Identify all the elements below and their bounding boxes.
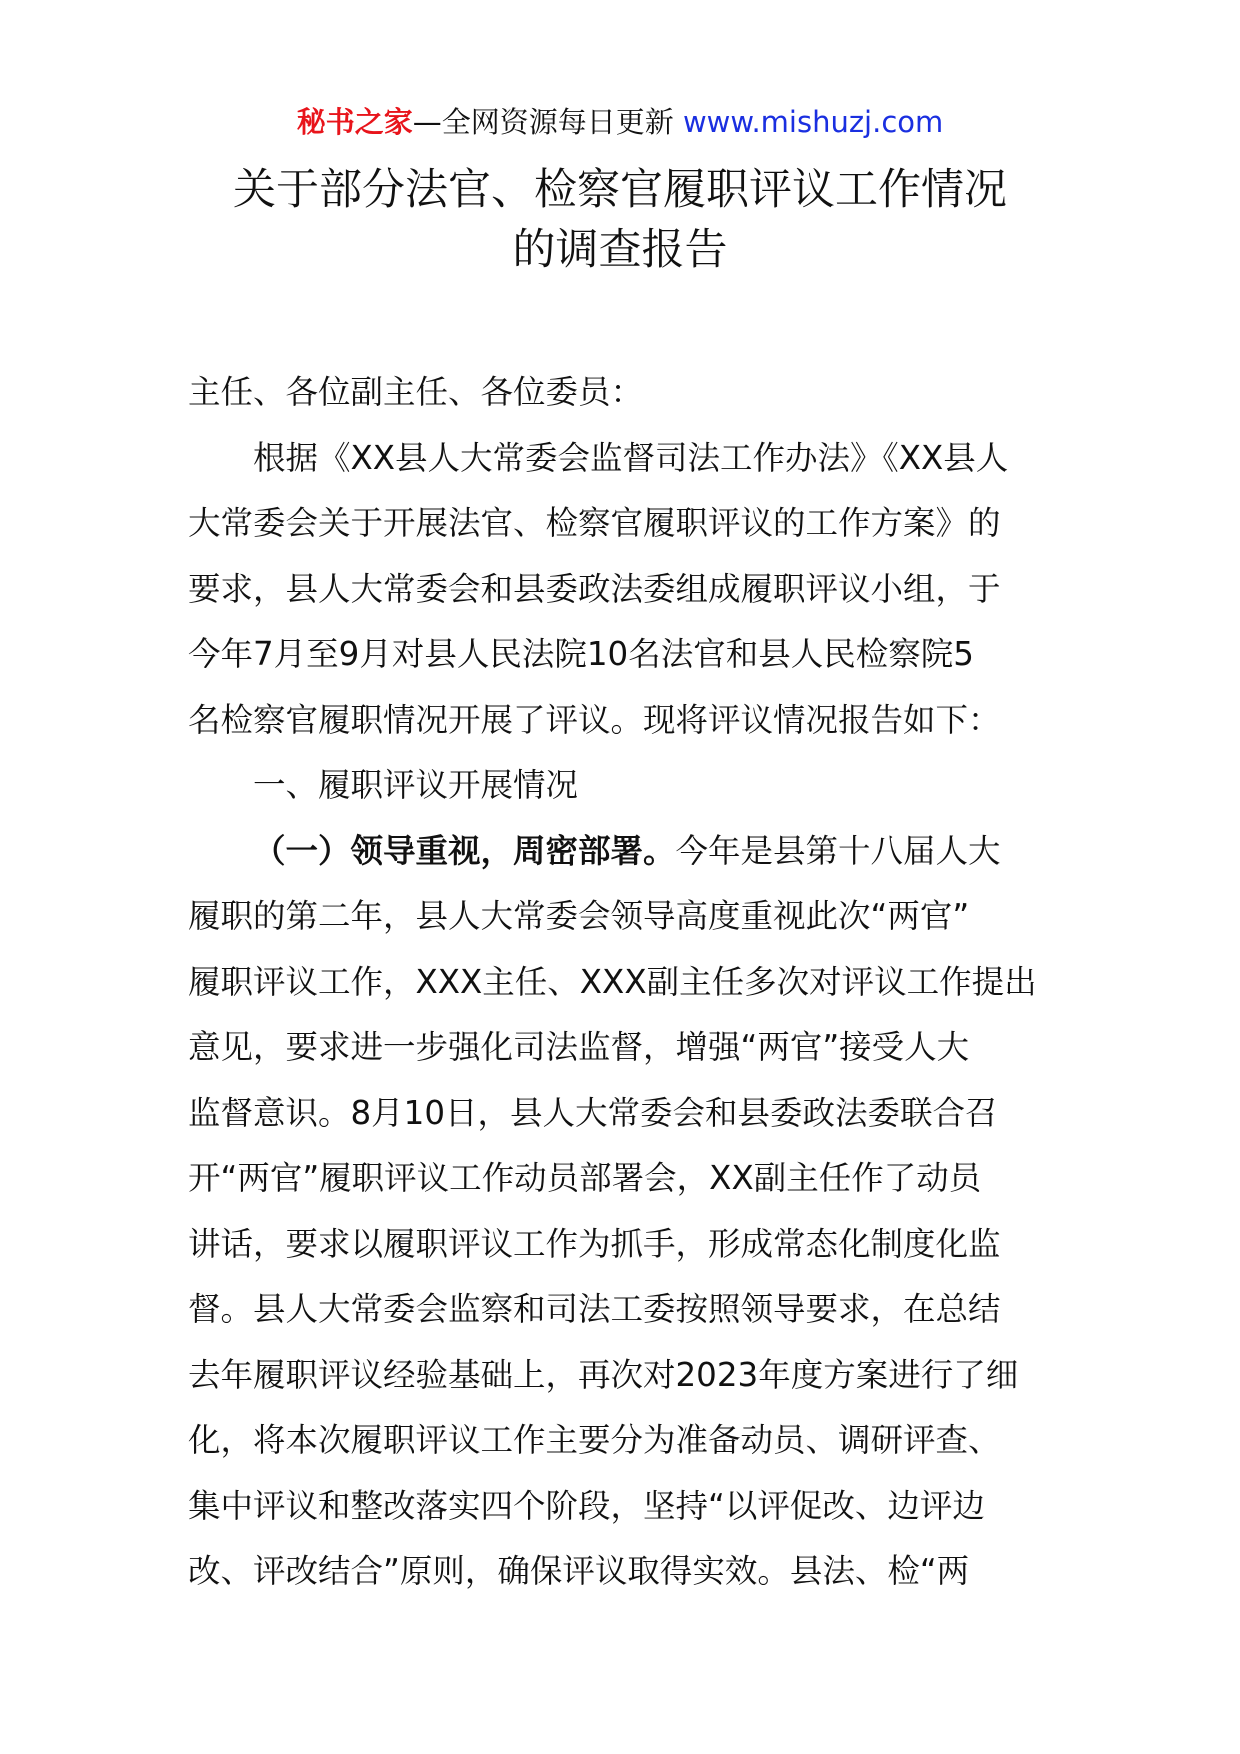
paragraph-line: 化，将本次履职评议工作主要分为准备动员、调研评查、 bbox=[188, 1421, 1001, 1459]
paragraph-line: 名检察官履职情况开展了评议。现将评议情况报告如下： bbox=[188, 700, 1001, 739]
paragraph-line: 去年履职评议经验基础上，再次对2023年度方案进行了细 bbox=[188, 1355, 1019, 1394]
subsection-first-line bbox=[188, 819, 1048, 885]
section-heading: 一、履职评议开展情况 bbox=[253, 766, 579, 804]
salutation: 主任、各位副主任、各位委员： bbox=[188, 373, 644, 411]
paragraph-line: 讲话，要求以履职评议工作为抓手，形成常态化制度化监 bbox=[188, 1224, 1001, 1263]
brand-name: 秘书之家 bbox=[296, 105, 413, 139]
title-line-2: 的调查报告 bbox=[512, 225, 728, 275]
paragraph-line: 集中评议和整改落实四个阶段，坚持“以评促改、边评边 bbox=[188, 1486, 985, 1525]
paragraph-line: 今年7月至9月对县人民法院10名法官和县人民检察院5 bbox=[188, 635, 974, 673]
paragraph-line: 大常委会关于开展法官、检察官履职评议的工作方案》的 bbox=[188, 504, 1001, 542]
subsection-text: 今年是县第十八届人大 bbox=[675, 831, 1001, 870]
paragraph-line: 开“两官”履职评议工作动员部署会，XX副主任作了动员 bbox=[188, 1159, 982, 1197]
paragraph-line: 督。县人大常委会监察和司法工委按照领导要求，在总结 bbox=[188, 1290, 1001, 1328]
paragraph-line: 要求，县人大常委会和县委政法委组成履职评议小组，于 bbox=[188, 569, 1001, 608]
paragraph-line: 改、评改结合”原则，确保评议取得实效。县法、检“两 bbox=[188, 1552, 970, 1590]
subsection-heading: （一）领导重视，周密部署。 bbox=[253, 831, 676, 870]
site-header bbox=[0, 100, 1240, 144]
paragraph-line: 意见，要求进一步强化司法监督，增强“两官”接受人大 bbox=[188, 1028, 970, 1066]
paragraph-line: 履职的第二年，县人大常委会领导高度重视此次“两官” bbox=[188, 897, 970, 935]
paragraph-line: 履职评议工作，XXX主任、XXX副主任多次对评议工作提出 bbox=[188, 962, 1037, 1001]
paragraph-line: 监督意识。8月10日，县人大常委会和县委政法委联合召 bbox=[188, 1093, 998, 1132]
header-slogan: —全网资源每日更新 bbox=[412, 105, 683, 139]
title-line-1: 关于部分法官、检察官履职评议工作情况 bbox=[233, 165, 1007, 215]
document-body bbox=[188, 360, 1048, 1605]
document-title bbox=[0, 160, 1240, 280]
paragraph-line: 根据《XX县人大常委会监督司法工作办法》《XX县人 bbox=[253, 438, 1009, 477]
site-url: www.mishuzj.com bbox=[682, 105, 944, 139]
